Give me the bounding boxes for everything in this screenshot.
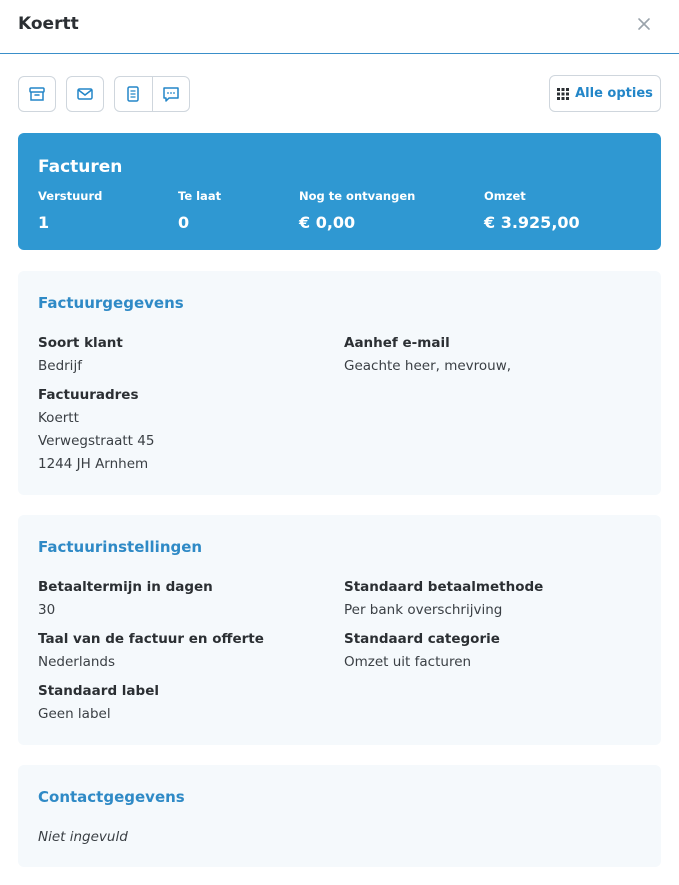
field-value: Geachte heer, mevrouw, — [344, 358, 512, 374]
field-default-label — [38, 680, 159, 726]
stat-value: € 0,00 — [299, 213, 356, 232]
stat-value: 1 — [38, 213, 50, 232]
all-options-button[interactable] — [549, 75, 661, 112]
stat-revenue — [484, 189, 580, 232]
stat-label: Nog te ontvangen — [299, 189, 416, 203]
field-payment-term — [38, 576, 213, 622]
archive-icon — [28, 85, 46, 103]
field-label: Standaard categorie — [344, 631, 500, 647]
field-category — [344, 628, 500, 674]
field-label: Soort klant — [38, 335, 123, 351]
stat-label: Verstuurd — [38, 189, 103, 203]
chat-button[interactable] — [152, 77, 190, 111]
field-label: Standaard betaalmethode — [344, 579, 544, 595]
field-customer-type — [38, 332, 123, 378]
field-payment-method — [344, 576, 543, 622]
stat-outstanding — [299, 189, 415, 232]
empty-state-text: Niet ingevuld — [38, 829, 128, 845]
field-value: Geen label — [38, 706, 111, 722]
field-value: Per bank overschrijving — [344, 602, 503, 618]
section-title: Factuurinstellingen — [38, 538, 203, 556]
document-button[interactable] — [115, 77, 152, 111]
field-label: Standaard label — [38, 683, 159, 699]
invoices-title: Facturen — [38, 157, 123, 177]
invoice-details-card — [18, 271, 661, 495]
stat-sent — [38, 189, 102, 232]
archive-button[interactable] — [18, 76, 56, 112]
contact-details-card — [18, 765, 661, 867]
chat-icon — [162, 85, 180, 103]
field-value: 30 — [38, 602, 56, 618]
field-value: Omzet uit facturen — [344, 654, 472, 670]
field-label: Taal van de factuur en offerte — [38, 631, 264, 647]
invoice-settings-card — [18, 515, 661, 745]
section-title: Contactgegevens — [38, 788, 185, 806]
invoices-summary-card — [18, 133, 661, 250]
stat-value: 0 — [178, 213, 190, 232]
page-title: Koertt — [18, 14, 79, 34]
grid-icon — [557, 88, 569, 100]
field-value: Bedrijf — [38, 358, 82, 374]
section-title: Factuurgegevens — [38, 294, 184, 312]
field-label: Aanhef e-mail — [344, 335, 450, 351]
document-chat-group — [114, 76, 190, 112]
field-invoice-address — [38, 384, 154, 476]
field-value: Nederlands — [38, 654, 116, 670]
document-icon — [124, 85, 142, 103]
address-line: Verwegstraatt 45 — [38, 433, 155, 449]
email-button[interactable] — [66, 76, 104, 112]
field-email-salutation — [344, 332, 511, 378]
close-icon[interactable] — [634, 14, 654, 34]
stat-value: € 3.925,00 — [484, 213, 580, 232]
field-label: Betaaltermijn in dagen — [38, 579, 213, 595]
stat-label: Omzet — [484, 189, 526, 203]
field-language — [38, 628, 264, 674]
email-icon — [76, 85, 94, 103]
stat-late — [178, 189, 221, 232]
all-options-label: Alle opties — [575, 86, 653, 101]
field-label: Factuuradres — [38, 387, 139, 403]
address-line: 1244 JH Arnhem — [38, 456, 149, 472]
stat-label: Te laat — [178, 189, 222, 203]
modal-header — [0, 0, 679, 54]
address-line: Koertt — [38, 410, 79, 426]
